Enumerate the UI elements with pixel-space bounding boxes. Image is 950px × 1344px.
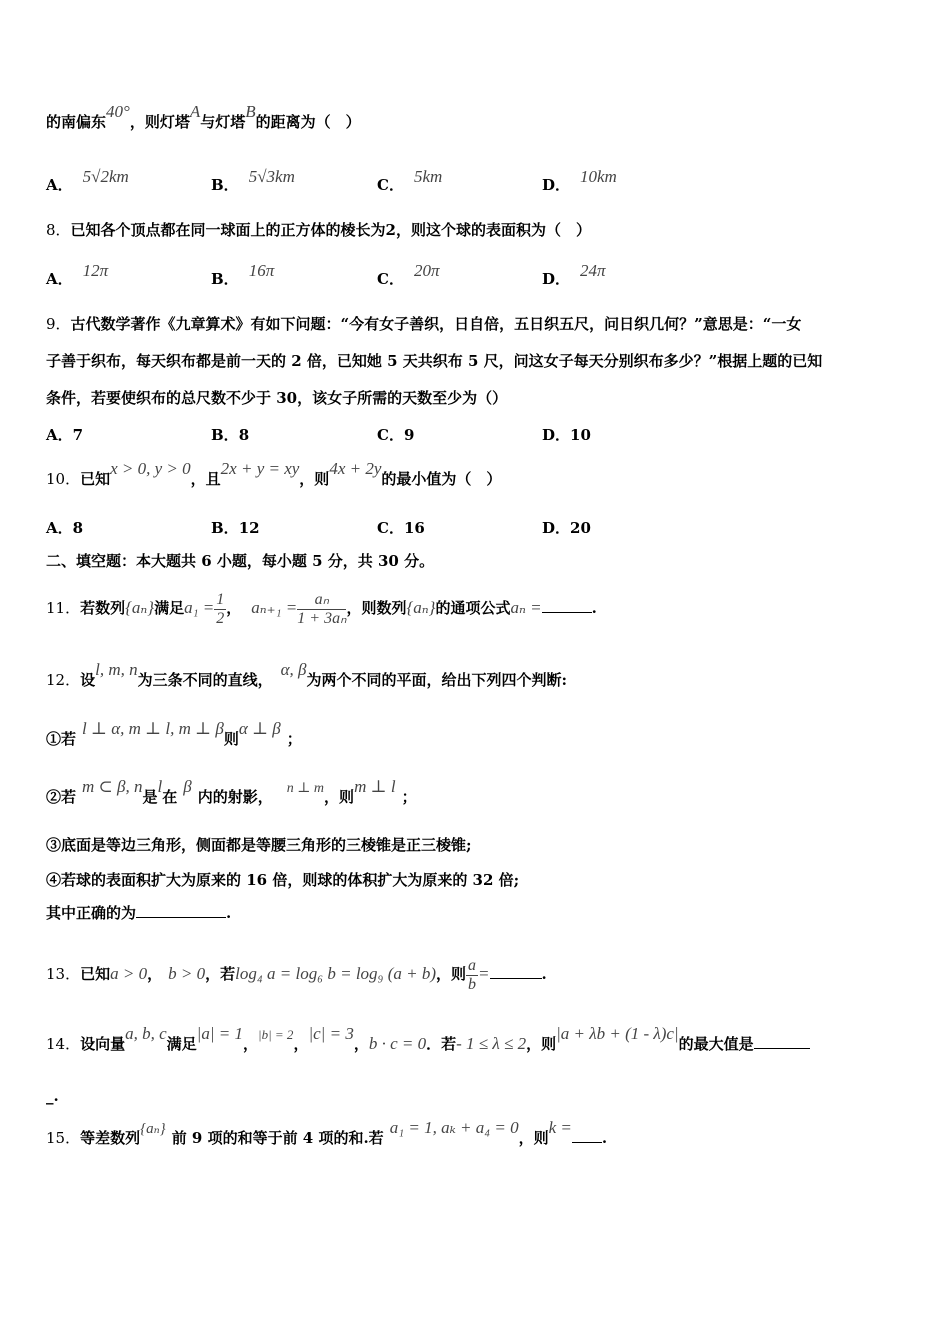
q15-condition: a₁ = 1, aₖ + a₄ = 0 <box>389 1118 519 1137</box>
q7-text: 与灯塔 <box>200 113 246 131</box>
q11-a1-fraction: $\frac{1}{2}$ <box>216 590 225 627</box>
q11-question: 11．若数列{aₙ}满足a₁ = $\frac{1}{2}$ ， aₙ₊₁ = $\frac{\text{aₙ}}{\text{1 + 3aₙ}}$ ，则数列{aₙ}的通项公式aₙ = . <box>46 590 597 627</box>
q9-option-b: B．8 <box>211 426 250 444</box>
q7-continuation <box>46 102 361 132</box>
q7-option-c: C． 5km <box>377 167 443 194</box>
q8-question <box>46 220 591 240</box>
q8-option-d: D． 24π <box>542 261 606 288</box>
q7-point-b: B <box>245 102 256 121</box>
q7-option-a: A． 5√2km <box>46 167 129 194</box>
q7-angle: 40° <box>106 102 130 121</box>
q14-answer-blank[interactable] <box>754 1034 810 1049</box>
q13-answer-blank[interactable] <box>490 964 542 979</box>
q10-question: 10．已知x > 0, y > 0，且2x + y = xy，则4x + 2y的最小值为（ ） <box>46 459 502 488</box>
q11-a1: a₁ = <box>184 598 215 617</box>
q7-point-a: A <box>189 102 201 121</box>
q12-question: 12．设l, m, n为三条不同的直线，α, β为两个不同的平面，给出下列四个判断: <box>46 660 568 689</box>
q10-option-b: B．12 <box>211 519 260 537</box>
q11-answer-blank[interactable] <box>542 598 592 613</box>
q14-question: 14．设向量a, b, c满足|a| = 1，|b| = 2，|c| = 3，b · c = 0．若- 1 ≤ λ ≤ 2，则|a + λb + (1 - λ)c|的最大值是 <box>46 1034 810 1055</box>
q10-condition: x > 0, y > 0 <box>110 459 191 478</box>
q7-option-d: D． 10km <box>542 167 617 194</box>
q12-statement-2: ②若m ⊂ β, n是l在β内的射影， n ⊥ m，则m ⊥ l； <box>46 777 417 806</box>
q13-fraction: $\frac{a}{b}$ <box>468 956 477 993</box>
q9-option-d: D．10 <box>542 426 591 444</box>
q9-line-1: 9．古代数学著作《九章算术》有如下问题：“今有女子善织，日自倍，五日织五尺，问日织几何？”意思是：“一女 <box>46 315 802 333</box>
q14-expression: |a + λb + (1 - λ)c| <box>556 1024 679 1043</box>
q9-option-c: C．9 <box>377 426 415 444</box>
q8-number: 8． <box>46 221 71 239</box>
q8-option-c: C． 20π <box>377 261 440 288</box>
q7-text: ，则灯塔 <box>129 113 190 131</box>
q9-line-3: 条件，若要使织布的总尺数不少于 30，该女子所需的天数至少为（） <box>46 389 508 407</box>
q11-sequence: {aₙ} <box>125 598 155 617</box>
q9-line-2: 子善于织布，每天织布都是前一天的 2 倍，已知她 5 天共织布 5 尺，问这女子每天分别织布多少？”根据上题的已知 <box>46 352 823 370</box>
q12-statement-1: ①若l ⊥ α, m ⊥ l, m ⊥ β则α ⊥ β； <box>46 719 302 748</box>
q13-log-equation: log₄ a = log₆ b = log₉ (a + b) <box>235 964 436 983</box>
q10-equation: 2x + y = xy <box>220 459 300 478</box>
q7-option-b: B． 5√3km <box>211 167 295 194</box>
q8-option-a: A． 12π <box>46 261 109 288</box>
q9-option-a: A．7 <box>46 426 84 444</box>
q11-recurrence: aₙ₊₁ = <box>251 598 298 617</box>
q12-lines: l, m, n <box>95 660 138 679</box>
q15-question: 15．等差数列{aₙ} 前 9 项的和等于前 4 项的和.若a₁ = 1, aₖ + a₄ = 0，则k =. <box>46 1118 608 1147</box>
q10-option-a: A．8 <box>46 519 84 537</box>
q12-statement-3: ③底面是等边三角形，侧面都是等腰三角形的三棱锥是正三棱锥; <box>46 836 472 854</box>
q8-option-b: B． 16π <box>211 261 275 288</box>
q10-expression: 4x + 2y <box>329 459 382 478</box>
q13-question: 13．已知a > 0， b > 0，若log₄ a = log₆ b = log₉ (a + b)，则 $\frac{a}{b}$ = . <box>46 956 547 993</box>
q8-text: 已知各个顶点都在同一球面上的正方体的棱长为2，则这个球的表面积为（ ） <box>70 221 591 239</box>
q10-option-c: C．16 <box>377 519 425 537</box>
q12-answer-line: 其中正确的为 . <box>46 904 232 922</box>
q12-planes: α, β <box>280 660 307 679</box>
q7-text: 的南偏东 <box>46 113 107 131</box>
q14-tail: _. <box>46 1087 59 1105</box>
q12-answer-blank[interactable] <box>136 903 226 918</box>
q11-recurrence-fraction: $\frac{\text{aₙ}}{\text{1 + 3aₙ}}$ <box>297 590 347 627</box>
q9-number: 9． <box>46 315 71 333</box>
q15-answer-blank[interactable] <box>572 1128 602 1143</box>
q7-text: 的距离为（ ） <box>255 113 361 131</box>
section-heading: 二、填空题：本大题共 6 小题，每小题 5 分，共 30 分。 <box>46 552 435 570</box>
q10-option-d: D．20 <box>542 519 591 537</box>
q12-statement-4: ④若球的表面积扩大为原来的 16 倍，则球的体积扩大为原来的 32 倍; <box>46 871 520 889</box>
